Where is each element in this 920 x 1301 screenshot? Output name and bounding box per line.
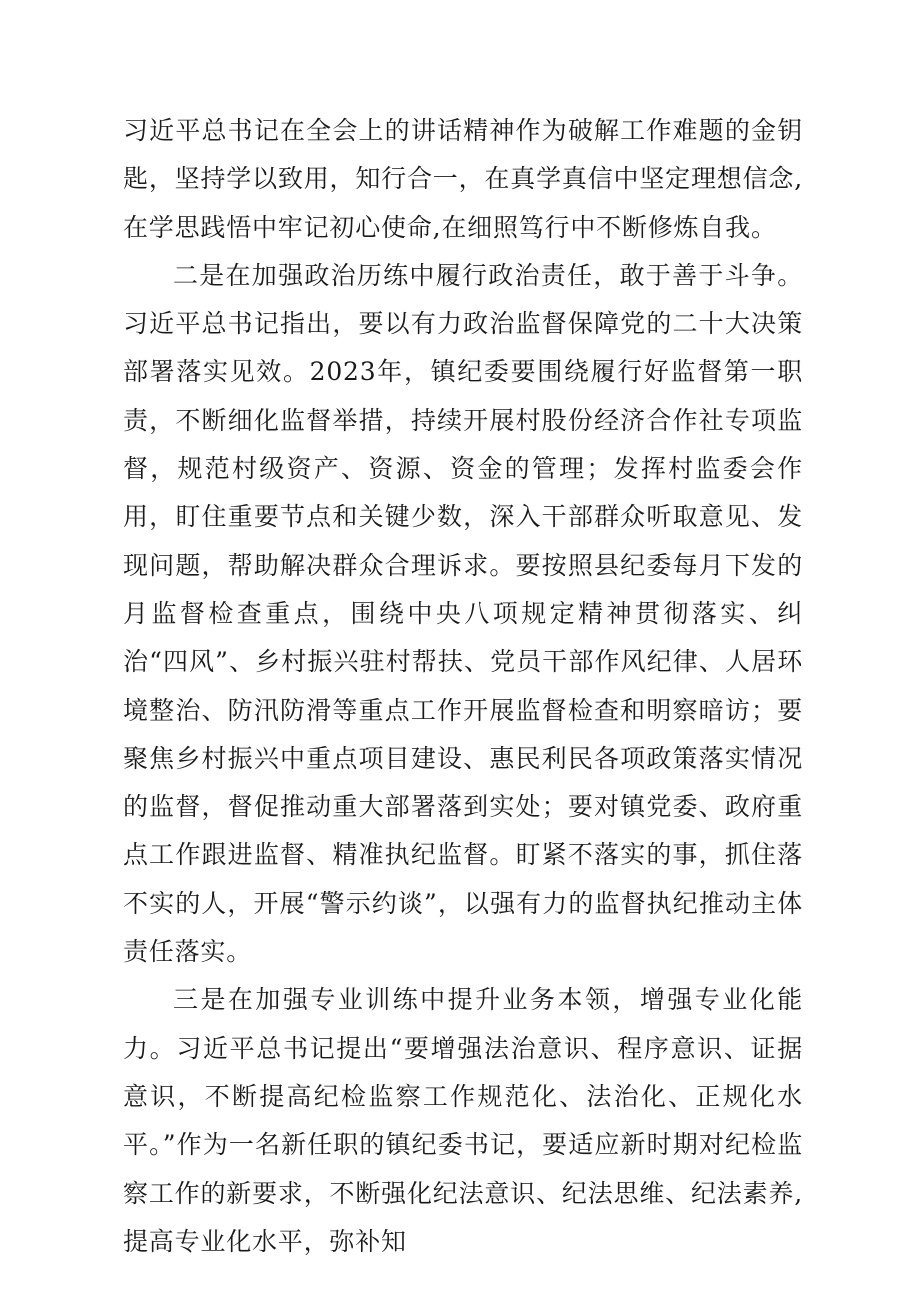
paragraph-continuation: 习近平总书记在全会上的讲话精神作为破解工作难题的金钥匙，坚持学以致用，知行合一，在真学真信中坚定理想信念,在学思践悟中牢记初心使命,在细照笃行中不断修炼自我。 bbox=[123, 116, 803, 242]
body-text bbox=[123, 107, 803, 1266]
paragraph-professional-training: 三是在加强专业训练中提升业务本领，增强专业化能力。习近平总书记提出“要增强法治意识、程序意识、证据意识，不断提高纪检监察工作规范化、法治化、正规化水平。”作为一名新任职的镇纪委书记，要适应新时期对纪检监察工作的新要求，不断强化纪法意识、纪法思维、纪法素养,提高专业化水平，弥补知 bbox=[123, 985, 803, 1256]
paragraph-political-training: 二是在加强政治历练中履行政治责任，敢于善于斗争。习近平总书记指出，要以有力政治监督保障党的二十大决策部署落实见效。2023年，镇纪委要围绕履行好监督第一职责，不断细化监督举措，持续开展村股份经济合作社专项监督，规范村级资产、资源、资金的管理；发挥村监委会作用，盯住重要节点和关键少数，深入干部群众听取意见、发现问题，帮助解决群众合理诉求。要按照县纪委每月下发的月监督检查重点，围绕中央八项规定精神贯彻落实、纠治“四风”、乡村振兴驻村帮扶、党员干部作风纪律、人居环境整治、防汛防滑等重点工作开展监督检查和明察暗访；要聚焦乡村振兴中重点项目建设、惠民利民各项政策落实情况的监督，督促推动重大部署落到实处；要对镇党委、政府重点工作跟进监督、精准执纪监督。盯紧不落实的事，抓住落不实的人，开展“警示约谈”，以强有力的监督执纪推动主体责任落实。 bbox=[123, 260, 803, 967]
